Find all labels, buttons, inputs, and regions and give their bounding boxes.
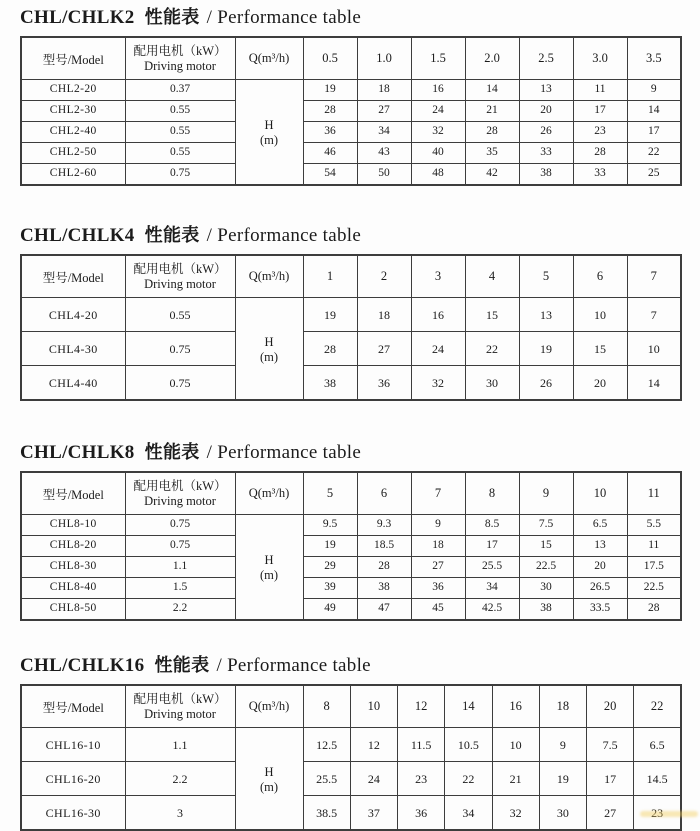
q-value-header: 7 xyxy=(627,255,681,298)
section-chlk16 xyxy=(20,654,682,831)
model-cell: CHL8-40 xyxy=(21,578,125,599)
value-cell: 9.3 xyxy=(357,515,411,536)
value-cell: 43 xyxy=(357,143,411,164)
value-cell: 27 xyxy=(411,557,465,578)
value-cell: 24 xyxy=(411,101,465,122)
q-value-header: 12 xyxy=(398,685,445,728)
title-cn-label: 性能表 xyxy=(144,442,200,462)
value-cell: 27 xyxy=(587,796,634,831)
model-cell: CHL2-60 xyxy=(21,164,125,186)
table-row xyxy=(21,164,681,186)
value-cell: 17 xyxy=(573,101,627,122)
value-cell: 40 xyxy=(411,143,465,164)
value-cell: 26 xyxy=(519,366,573,401)
title-en-label: / Performance table xyxy=(206,7,362,28)
q-value-header: 7 xyxy=(411,472,465,515)
h-label: H xyxy=(264,118,274,132)
q-value-header: 3.0 xyxy=(573,37,627,80)
q-value-header: 8 xyxy=(303,685,350,728)
value-cell: 25.5 xyxy=(303,762,350,796)
value-cell: 6.5 xyxy=(573,515,627,536)
value-cell: 28 xyxy=(357,557,411,578)
value-cell: 19 xyxy=(519,332,573,366)
model-cell: CHL16-10 xyxy=(21,728,125,762)
table-row xyxy=(21,366,681,401)
q-value-header: 5 xyxy=(303,472,357,515)
h-label: H xyxy=(264,553,274,567)
watermark-fragment xyxy=(640,811,698,817)
q-value-header: 18 xyxy=(539,685,586,728)
value-cell: 22 xyxy=(627,143,681,164)
title-model-code: CHL/CHLK8 xyxy=(20,442,135,463)
value-cell: 26 xyxy=(519,122,573,143)
title-model-code: CHL/CHLK16 xyxy=(20,655,145,676)
value-cell: 19 xyxy=(303,298,357,332)
value-cell: 33 xyxy=(519,143,573,164)
value-cell: 36 xyxy=(398,796,445,831)
q-value-header: 11 xyxy=(627,472,681,515)
value-cell: 10.5 xyxy=(445,728,492,762)
value-cell: 32 xyxy=(411,122,465,143)
value-cell: 13 xyxy=(573,536,627,557)
model-cell: CHL2-40 xyxy=(21,122,125,143)
value-cell: 45 xyxy=(411,599,465,621)
table-row xyxy=(21,80,681,101)
section-title-chlk16 xyxy=(20,654,682,677)
section-chlk4 xyxy=(20,224,682,401)
title-cn-label: 性能表 xyxy=(144,7,200,27)
value-cell: 29 xyxy=(303,557,357,578)
value-cell: 30 xyxy=(539,796,586,831)
table-row xyxy=(21,122,681,143)
q-value-header: 1.0 xyxy=(357,37,411,80)
value-cell: 33.5 xyxy=(573,599,627,621)
value-cell: 13 xyxy=(519,298,573,332)
title-cn-label: 性能表 xyxy=(154,655,210,675)
model-cell: CHL16-20 xyxy=(21,762,125,796)
motor-cell: 2.2 xyxy=(125,762,235,796)
h-unit-label: (m) xyxy=(259,779,279,794)
motor-label-cn: 配用电机（kW） xyxy=(133,44,227,58)
motor-cell: 2.2 xyxy=(125,599,235,621)
q-value-header: 2.0 xyxy=(465,37,519,80)
value-cell: 9 xyxy=(539,728,586,762)
motor-cell: 0.75 xyxy=(125,366,235,401)
value-cell: 9 xyxy=(627,80,681,101)
value-cell: 20 xyxy=(573,557,627,578)
model-cell: CHL8-30 xyxy=(21,557,125,578)
q-value-header: 0.5 xyxy=(303,37,357,80)
motor-cell: 0.75 xyxy=(125,332,235,366)
motor-cell: 0.55 xyxy=(125,101,235,122)
value-cell: 36 xyxy=(303,122,357,143)
performance-table-chlk2 xyxy=(20,36,682,186)
table-row xyxy=(21,762,681,796)
value-cell: 14.5 xyxy=(634,762,681,796)
value-cell: 49 xyxy=(303,599,357,621)
motor-cell: 1.1 xyxy=(125,728,235,762)
value-cell: 30 xyxy=(465,366,519,401)
model-cell: CHL4-30 xyxy=(21,332,125,366)
col-header-motor xyxy=(125,472,235,515)
table-row xyxy=(21,515,681,536)
value-cell: 16 xyxy=(411,298,465,332)
q-value-header: 9 xyxy=(519,472,573,515)
value-cell: 38 xyxy=(303,366,357,401)
table-row xyxy=(21,796,681,831)
table-row xyxy=(21,332,681,366)
table-row xyxy=(21,599,681,621)
model-cell: CHL8-20 xyxy=(21,536,125,557)
q-value-header: 22 xyxy=(634,685,681,728)
value-cell: 18.5 xyxy=(357,536,411,557)
q-value-header: 1 xyxy=(303,255,357,298)
col-header-model: 型号/Model xyxy=(21,685,125,728)
q-value-header: 1.5 xyxy=(411,37,465,80)
q-value-header: 3 xyxy=(411,255,465,298)
value-cell: 46 xyxy=(303,143,357,164)
value-cell: 25 xyxy=(627,164,681,186)
value-cell: 9 xyxy=(411,515,465,536)
value-cell: 15 xyxy=(573,332,627,366)
value-cell: 18 xyxy=(357,80,411,101)
q-value-header: 14 xyxy=(445,685,492,728)
value-cell: 15 xyxy=(465,298,519,332)
value-cell: 30 xyxy=(519,578,573,599)
q-value-header: 6 xyxy=(357,472,411,515)
value-cell: 38 xyxy=(519,164,573,186)
value-cell: 35 xyxy=(465,143,519,164)
q-value-header: 10 xyxy=(350,685,397,728)
motor-cell: 0.75 xyxy=(125,515,235,536)
value-cell: 36 xyxy=(357,366,411,401)
value-cell: 32 xyxy=(492,796,539,831)
q-value-header: 2.5 xyxy=(519,37,573,80)
col-header-motor xyxy=(125,255,235,298)
value-cell: 17 xyxy=(627,122,681,143)
head-unit-cell xyxy=(235,515,303,621)
value-cell: 12 xyxy=(350,728,397,762)
col-header-model: 型号/Model xyxy=(21,255,125,298)
q-value-header: 2 xyxy=(357,255,411,298)
table-header-row xyxy=(21,255,681,298)
col-header-motor xyxy=(125,685,235,728)
value-cell: 8.5 xyxy=(465,515,519,536)
motor-cell: 1.1 xyxy=(125,557,235,578)
value-cell: 28 xyxy=(573,143,627,164)
model-cell: CHL2-50 xyxy=(21,143,125,164)
table-header-row xyxy=(21,685,681,728)
motor-cell: 0.55 xyxy=(125,122,235,143)
value-cell: 21 xyxy=(492,762,539,796)
value-cell: 17.5 xyxy=(627,557,681,578)
value-cell: 42.5 xyxy=(465,599,519,621)
motor-label-cn: 配用电机（kW） xyxy=(133,479,227,493)
motor-label-cn: 配用电机（kW） xyxy=(133,262,227,276)
motor-label-en: Driving motor xyxy=(144,277,216,291)
value-cell: 23 xyxy=(634,796,681,831)
title-model-code: CHL/CHLK4 xyxy=(20,225,135,246)
table-row xyxy=(21,536,681,557)
value-cell: 28 xyxy=(627,599,681,621)
col-header-q: Q(m³/h) xyxy=(235,37,303,80)
model-cell: CHL16-30 xyxy=(21,796,125,831)
h-unit-label: (m) xyxy=(259,568,279,582)
value-cell: 47 xyxy=(357,599,411,621)
motor-cell: 0.55 xyxy=(125,143,235,164)
value-cell: 27 xyxy=(357,101,411,122)
value-cell: 12.5 xyxy=(303,728,350,762)
section-title-chlk8 xyxy=(20,441,682,464)
table-header-row xyxy=(21,472,681,515)
value-cell: 33 xyxy=(573,164,627,186)
value-cell: 36 xyxy=(411,578,465,599)
title-model-code: CHL/CHLK2 xyxy=(20,7,135,28)
head-unit-cell xyxy=(235,298,303,401)
value-cell: 34 xyxy=(357,122,411,143)
value-cell: 14 xyxy=(627,366,681,401)
col-header-model: 型号/Model xyxy=(21,472,125,515)
value-cell: 28 xyxy=(303,101,357,122)
model-cell: CHL4-40 xyxy=(21,366,125,401)
motor-cell: 1.5 xyxy=(125,578,235,599)
value-cell: 17 xyxy=(465,536,519,557)
value-cell: 24 xyxy=(411,332,465,366)
value-cell: 20 xyxy=(573,366,627,401)
motor-cell: 0.75 xyxy=(125,164,235,186)
value-cell: 10 xyxy=(627,332,681,366)
value-cell: 14 xyxy=(627,101,681,122)
model-cell: CHL8-10 xyxy=(21,515,125,536)
col-header-motor xyxy=(125,37,235,80)
col-header-model: 型号/Model xyxy=(21,37,125,80)
value-cell: 6.5 xyxy=(634,728,681,762)
section-chlk2 xyxy=(20,6,682,186)
value-cell: 19 xyxy=(303,80,357,101)
value-cell: 25.5 xyxy=(465,557,519,578)
motor-cell: 0.75 xyxy=(125,536,235,557)
value-cell: 22.5 xyxy=(519,557,573,578)
value-cell: 23 xyxy=(573,122,627,143)
motor-cell: 0.55 xyxy=(125,298,235,332)
table-row xyxy=(21,143,681,164)
value-cell: 24 xyxy=(350,762,397,796)
value-cell: 38 xyxy=(357,578,411,599)
value-cell: 32 xyxy=(411,366,465,401)
model-cell: CHL4-20 xyxy=(21,298,125,332)
value-cell: 9.5 xyxy=(303,515,357,536)
q-value-header: 5 xyxy=(519,255,573,298)
value-cell: 18 xyxy=(411,536,465,557)
value-cell: 34 xyxy=(465,578,519,599)
table-row xyxy=(21,578,681,599)
q-value-header: 3.5 xyxy=(627,37,681,80)
value-cell: 7.5 xyxy=(587,728,634,762)
motor-cell: 3 xyxy=(125,796,235,831)
q-value-header: 8 xyxy=(465,472,519,515)
col-header-q: Q(m³/h) xyxy=(235,472,303,515)
value-cell: 37 xyxy=(350,796,397,831)
value-cell: 39 xyxy=(303,578,357,599)
title-en-label: / Performance table xyxy=(216,655,371,676)
motor-label-en: Driving motor xyxy=(144,707,216,721)
motor-label-en: Driving motor xyxy=(144,59,216,73)
value-cell: 11.5 xyxy=(398,728,445,762)
value-cell: 38.5 xyxy=(303,796,350,831)
q-value-header: 6 xyxy=(573,255,627,298)
q-value-header: 10 xyxy=(573,472,627,515)
value-cell: 16 xyxy=(411,80,465,101)
value-cell: 14 xyxy=(465,80,519,101)
table-row xyxy=(21,728,681,762)
table-row xyxy=(21,101,681,122)
value-cell: 50 xyxy=(357,164,411,186)
col-header-q: Q(m³/h) xyxy=(235,685,303,728)
value-cell: 34 xyxy=(445,796,492,831)
title-en-label: / Performance table xyxy=(206,442,362,463)
performance-table-chlk8 xyxy=(20,471,682,621)
motor-cell: 0.37 xyxy=(125,80,235,101)
value-cell: 27 xyxy=(357,332,411,366)
model-cell: CHL8-50 xyxy=(21,599,125,621)
q-value-header: 16 xyxy=(492,685,539,728)
value-cell: 7 xyxy=(627,298,681,332)
value-cell: 17 xyxy=(587,762,634,796)
value-cell: 48 xyxy=(411,164,465,186)
value-cell: 19 xyxy=(539,762,586,796)
q-value-header: 4 xyxy=(465,255,519,298)
motor-label-cn: 配用电机（kW） xyxy=(133,692,227,706)
value-cell: 54 xyxy=(303,164,357,186)
h-label: H xyxy=(264,764,274,779)
value-cell: 19 xyxy=(303,536,357,557)
head-unit-cell xyxy=(235,80,303,186)
table-header-row xyxy=(21,37,681,80)
value-cell: 20 xyxy=(519,101,573,122)
value-cell: 21 xyxy=(465,101,519,122)
col-header-q: Q(m³/h) xyxy=(235,255,303,298)
value-cell: 15 xyxy=(519,536,573,557)
value-cell: 42 xyxy=(465,164,519,186)
model-cell: CHL2-20 xyxy=(21,80,125,101)
section-title-chlk2 xyxy=(20,6,682,29)
value-cell: 10 xyxy=(573,298,627,332)
value-cell: 7.5 xyxy=(519,515,573,536)
value-cell: 22 xyxy=(465,332,519,366)
value-cell: 38 xyxy=(519,599,573,621)
q-value-header: 20 xyxy=(587,685,634,728)
model-cell: CHL2-30 xyxy=(21,101,125,122)
performance-table-chlk16 xyxy=(20,684,682,831)
section-title-chlk4 xyxy=(20,224,682,247)
table-row xyxy=(21,557,681,578)
motor-label-en: Driving motor xyxy=(144,494,216,508)
value-cell: 23 xyxy=(398,762,445,796)
value-cell: 11 xyxy=(573,80,627,101)
section-chlk8 xyxy=(20,441,682,621)
title-en-label: / Performance table xyxy=(206,225,362,246)
value-cell: 11 xyxy=(627,536,681,557)
table-row xyxy=(21,298,681,332)
title-cn-label: 性能表 xyxy=(144,225,200,245)
value-cell: 28 xyxy=(465,122,519,143)
value-cell: 22.5 xyxy=(627,578,681,599)
value-cell: 26.5 xyxy=(573,578,627,599)
value-cell: 13 xyxy=(519,80,573,101)
h-unit-label: (m) xyxy=(259,349,279,364)
value-cell: 28 xyxy=(303,332,357,366)
value-cell: 18 xyxy=(357,298,411,332)
performance-table-chlk4 xyxy=(20,254,682,401)
head-unit-cell xyxy=(235,728,303,831)
value-cell: 10 xyxy=(492,728,539,762)
h-unit-label: (m) xyxy=(259,133,279,147)
h-label: H xyxy=(264,334,274,349)
value-cell: 22 xyxy=(445,762,492,796)
value-cell: 5.5 xyxy=(627,515,681,536)
